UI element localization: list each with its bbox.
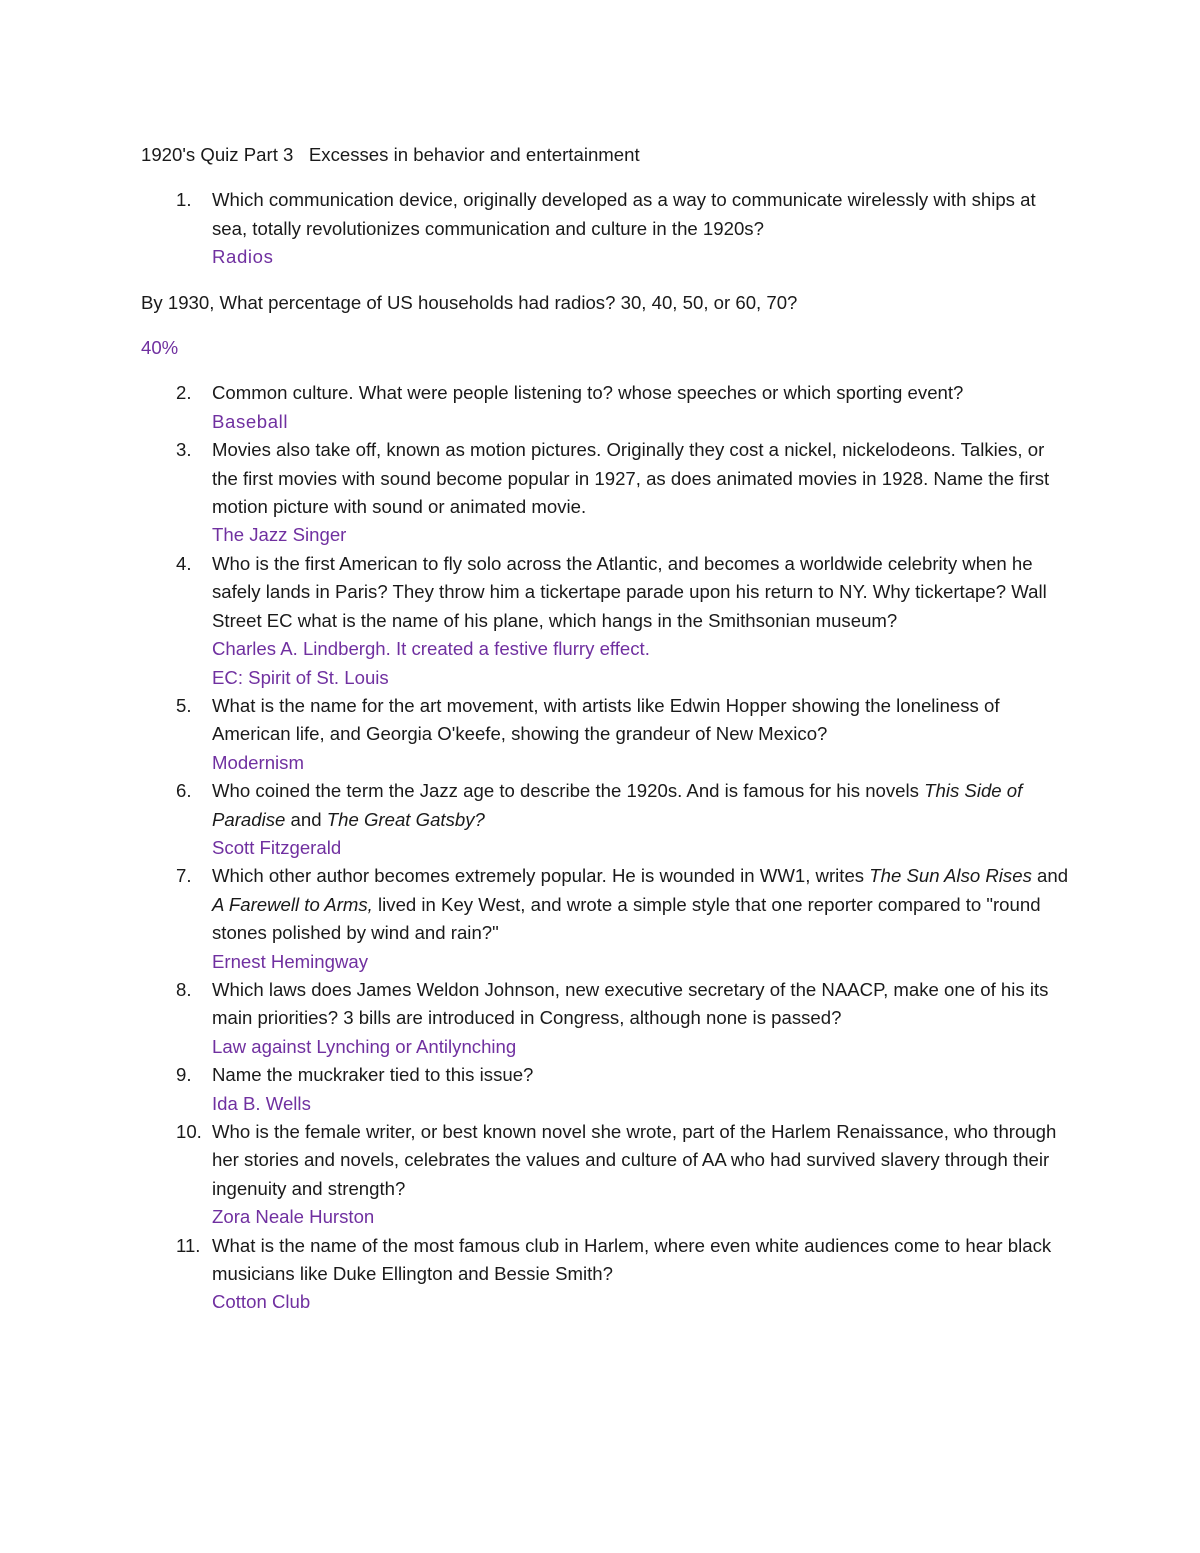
question-number: 10. [176,1121,202,1142]
question-text [212,777,1071,834]
question-number: 9. [176,1064,192,1086]
question-text-part: Which other author becomes extremely popular. He is wounded in WW1, writes [212,865,870,887]
answer-text: Baseball [212,410,289,432]
question-8 [141,976,1071,1061]
question-text: What is the name for the art movement, with artists like Edwin Hopper showing the loneliness of American life, and Georgia O'keefe, showing the grandeur of New Mexico? [212,694,1000,745]
question-4 [141,550,1071,692]
question-number: 6. [176,780,192,802]
question-text: Which laws does James Weldon Johnson, new executive secretary of the NAACP, make one of his its main priorities? 3 bills are introduced in Congress, although none is passed? [212,978,1049,1029]
answer-text: Scott Fitzgerald [212,836,342,858]
answer-text: Ida B. Wells [212,1092,311,1114]
question-text: Common culture. What were people listening to? whose speeches or which sporting event? [212,382,964,404]
question-number: 7. [176,865,192,887]
answer-text: Zora Neale Hurston [212,1206,375,1228]
question-text-part: lived in Key West, and wrote a simple style that one reporter compared to "round stones polished by wind and rain?" [212,893,1041,944]
question-text: What is the name of the most famous club in Harlem, where even white audiences come to hear black musicians like Duke Ellington and Bessie Smith? [212,1234,1052,1285]
document-page [141,141,1071,1317]
interlude-question: By 1930, What percentage of US households had radios? 30, 40, 50, or 60, 70? [141,291,798,313]
interlude-answer: 40% [141,337,179,359]
question-text: Which communication device, originally developed as a way to communicate wirelessly with ships at sea, totally revolutionizes communication and culture in the 1920s? [212,189,1036,239]
question-text-part: and [1031,865,1069,887]
novel-title: The Great Gatsby? [326,808,485,830]
question-7 [141,862,1071,976]
question-number: 3. [176,439,192,461]
question-list-part-a [141,186,1071,271]
question-10 [141,1118,1071,1232]
page-title: 1920's Quiz Part 3 Excesses in behavior and entertainment [141,144,640,165]
novel-title: A Farewell to Arms, [212,893,373,915]
answer-text: Modernism [212,751,304,773]
question-text: Who is the female writer, or best known novel she wrote, part of the Harlem Renaissance, who through her stories and novels, celebrates the values and culture of AA who had survived slavery through their ingenuity and strength? [212,1121,1057,1199]
question-2 [141,379,1071,436]
question-number: 8. [176,978,192,1000]
answer-text: The Jazz Singer [212,524,347,546]
question-list-part-b [141,379,1071,1316]
answer-text: Charles A. Lindbergh. It created a festive flurry effect. [212,638,650,660]
question-text-part: Who coined the term the Jazz age to describe the 1920s. And is famous for his novels [212,780,925,802]
question-text: Name the muckraker tied to this issue? [212,1064,534,1086]
answer-text: Radios [212,246,274,268]
question-9 [141,1061,1071,1118]
novel-title: The Sun Also Rises [869,865,1032,887]
question-text: Who is the first American to fly solo across the Atlantic, and becomes a worldwide celebrity when he safely lands in Paris? They throw him a tickertape parade upon his return to NY. Why tickertape? Wall Street EC what is the name of his plane, which hangs in the Smithsonian museum? [212,552,1047,631]
question-text-part: and [285,808,327,830]
question-text: Movies also take off, known as motion pictures. Originally they cost a nickel, nickelodeons. Talkies, or the first movies with sound become popular in 1927, as does animated movies in 1928. Name the first motion picture with sound or animated movie. [212,439,1050,518]
question-number: 4. [176,552,192,574]
answer-text: Law against Lynching or Antilynching [212,1035,517,1057]
question-number: 5. [176,694,192,716]
question-11 [141,1232,1071,1317]
question-text [212,862,1071,947]
answer-text: Ernest Hemingway [212,950,369,972]
question-number: 2. [176,382,192,404]
question-6 [141,777,1071,862]
novel-title: This Side of Paradise [212,780,1023,830]
extra-credit-answer: EC: Spirit of St. Louis [212,666,389,688]
answer-text: Cotton Club [212,1291,311,1313]
question-3 [141,436,1071,550]
question-number: 1. [176,189,192,211]
question-number: 11. [176,1234,201,1256]
question-5 [141,692,1071,777]
question-1 [141,186,1071,271]
